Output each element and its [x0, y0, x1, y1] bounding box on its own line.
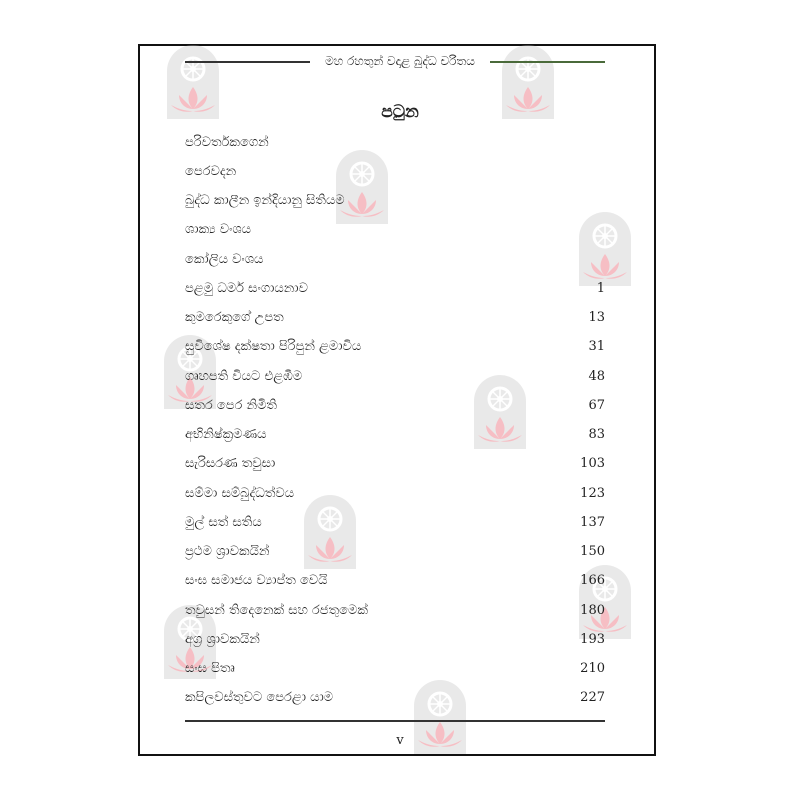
toc-entry-page: 180	[580, 602, 605, 618]
toc-entry-title: පරිවර්තකගෙන්	[185, 134, 269, 150]
toc-entry-title: ගෘහපති වියට එළඹීම	[185, 368, 303, 384]
toc-entry	[185, 570, 605, 592]
toc-entry-page: 210	[580, 661, 605, 677]
toc-entry-title: මුල් සත් සතිය	[185, 514, 262, 530]
toc-entry-title: අභිනිෂ්ක්‍රමණය	[185, 427, 267, 443]
toc-entry-title: සංඝ සමාජය ව්‍යාප්ත වෙයි	[185, 573, 328, 589]
toc-entry-title: කුමරෙකුගේ උපත	[185, 310, 284, 326]
page-number: v	[396, 733, 404, 748]
toc-entry	[185, 248, 605, 270]
toc-entry-page: 123	[580, 485, 605, 501]
toc-entry-title: පෙරවදන	[185, 163, 237, 179]
toc-entry-title: බුද්ධ කාලීන ඉන්දියානු සිතියම	[185, 193, 345, 209]
toc-entry-page: 83	[588, 427, 605, 443]
toc-entry	[185, 336, 605, 358]
toc-entry-title: සතර පෙර නිමිති	[185, 397, 277, 413]
toc-entry-title: කෝලිය වංශය	[185, 251, 264, 267]
toc-entry	[185, 307, 605, 329]
header-rule-right	[490, 61, 605, 63]
toc-entry-page: 166	[580, 573, 605, 589]
toc-entry-page: 1	[596, 280, 605, 296]
toc-entry-title: තවුසන් තිදෙනෙක් සහ රජතුමෙක්	[185, 602, 368, 618]
toc-entry-page: 48	[588, 368, 605, 384]
toc-entry	[185, 424, 605, 446]
toc-entry-title: සම්මා සම්බුද්ධත්වය	[185, 485, 295, 501]
toc-entry-page: 137	[580, 514, 605, 530]
dharma-wheel-lotus-watermark-icon	[165, 45, 221, 119]
toc-entry	[185, 394, 605, 416]
toc-entry	[185, 511, 605, 533]
toc-entry-page: 193	[580, 631, 605, 647]
toc-entry-title: කපිලවස්තුවට පෙරළා යාම	[185, 690, 334, 706]
toc-entry	[185, 658, 605, 680]
toc-entry	[185, 482, 605, 504]
toc-entry	[185, 628, 605, 650]
toc-entry-page: 103	[580, 456, 605, 472]
toc-entry-page: 227	[580, 690, 605, 706]
toc-entry-title: සංඝ පිතෘ	[185, 661, 235, 677]
toc-entry-page: 67	[588, 397, 605, 413]
toc-entry-title: අග්‍ර ශ්‍රාවකයින්	[185, 631, 260, 647]
running-title: මහ රහතුන් වදාළ බුද්ධ චරිතය	[325, 54, 475, 68]
toc-entry	[185, 219, 605, 241]
toc-entry	[185, 541, 605, 563]
toc-entry-title: ශාක්‍ය වංශය	[185, 222, 252, 238]
toc-entry	[185, 687, 605, 709]
toc-entry	[185, 453, 605, 475]
toc-entry-title: ප්‍රථම ශ්‍රාවකයින්	[185, 544, 270, 560]
toc-entry-title: සැරිසරණ තවුසා	[185, 456, 276, 472]
toc-entry-page: 31	[588, 339, 605, 355]
toc-entry	[185, 599, 605, 621]
footer-rule	[185, 720, 605, 722]
dharma-wheel-lotus-watermark-icon	[500, 45, 556, 119]
toc-entry-title: පළමු ධර්ම සංගායනාව	[185, 280, 308, 296]
toc-entry	[185, 365, 605, 387]
toc-entry-title: සුවිශේෂ දක්ෂතා පිරිපුන් ළමාවිය	[185, 339, 362, 355]
page-title: පටුන	[381, 102, 419, 122]
toc-entry	[185, 160, 605, 182]
toc-entry	[185, 131, 605, 153]
header-rule-left	[185, 61, 310, 63]
toc-entry	[185, 277, 605, 299]
toc-entry	[185, 190, 605, 212]
toc-entry-page: 13	[588, 310, 605, 326]
toc-entry-page: 150	[580, 544, 605, 560]
